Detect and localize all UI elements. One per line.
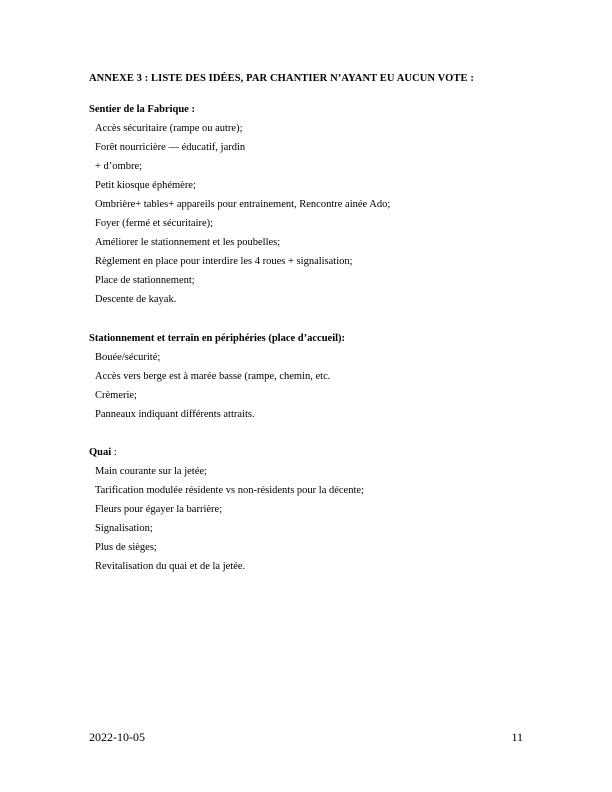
section-heading xyxy=(89,332,529,345)
idea-list xyxy=(89,122,529,312)
list-item: Plus de sièges; xyxy=(95,542,157,553)
list-item: Revitalisation du quai et de la jetée. xyxy=(95,561,246,572)
section-heading-suffix: : xyxy=(111,447,117,458)
list-item: Place de stationnement; xyxy=(95,275,195,286)
section-stationnement-et-terrain xyxy=(89,332,529,427)
footer-date: 2022-10-05 xyxy=(89,730,145,744)
list-item: Foyer (fermé et sécuritaire); xyxy=(95,218,214,229)
list-item: Descente de kayak. xyxy=(95,294,177,305)
list-item: Fleurs pour égayer la barrière; xyxy=(95,504,223,515)
list-item: Ombrière+ tables+ appareils pour entrainement, Rencontre ainée Ado; xyxy=(95,199,391,210)
list-item: Tarification modulée résidente vs non-résidents pour la décente; xyxy=(95,485,364,496)
list-item: Améliorer le stationnement et les poubelles; xyxy=(95,237,281,248)
section-heading xyxy=(89,446,529,459)
section-quai xyxy=(89,446,529,579)
section-heading-label: Sentier de la Fabrique : xyxy=(89,104,195,115)
list-item: Bouée/sécurité; xyxy=(95,352,161,363)
list-item: Forêt nourricière — éducatif, jardin xyxy=(95,142,246,153)
list-item: Accès sécuritaire (rampe ou autre); xyxy=(95,123,243,134)
list-item: + d’ombre; xyxy=(95,161,143,172)
list-item: Petit kiosque éphémère; xyxy=(95,180,196,191)
section-heading-label: Stationnement et terrain en périphéries (place d’accueil): xyxy=(89,333,346,344)
list-item: Crèmerie; xyxy=(95,390,137,401)
idea-list xyxy=(89,351,529,427)
list-item: Main courante sur la jetée; xyxy=(95,466,207,477)
list-item: Panneaux indiquant différents attraits. xyxy=(95,409,255,420)
list-item: Accès vers berge est à marée basse (rampe, chemin, etc. xyxy=(95,371,331,382)
list-item: Règlement en place pour interdire les 4 roues + signalisation; xyxy=(95,256,353,267)
section-heading xyxy=(89,103,529,116)
idea-list xyxy=(89,465,529,579)
section-sentier-de-la-fabrique xyxy=(89,103,529,312)
list-item: Signalisation; xyxy=(95,523,153,534)
annex-title: ANNEXE 3 : LISTE DES IDÉES, PAR CHANTIER N’AYANT EU AUCUN VOTE : xyxy=(89,73,474,84)
section-heading-label: Quai xyxy=(89,447,112,458)
page-number: 11 xyxy=(511,730,523,744)
